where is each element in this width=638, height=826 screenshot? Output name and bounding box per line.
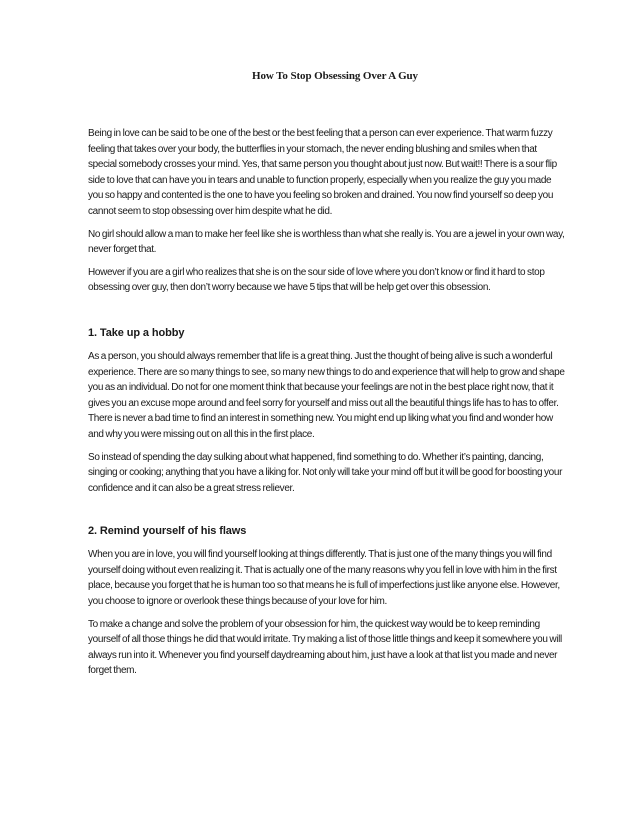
intro-paragraph-1: Being in love can be said to be one of the best or the best feeling that a person can ever experience. That warm fuzzy feeling that takes over your body, the butterflies in your stomach, the never ending blushing and smiles when that special somebody crosses your mind. Yes, that same person you thought about just now. But wait!! There is a sour flip side to love that can have you in tears and unable to function properly, especially when you realize the guy you made you so happy and contented is the one to have you feeling so broken and drained. You now find yourself so deep you cannot seem to stop obsessing over him despite what he did. <box>88 128 557 217</box>
section-heading-flaws: 2. Remind yourself of his flaws <box>88 525 247 538</box>
section-heading-hobby: 1. Take up a hobby <box>88 326 185 339</box>
section-2-paragraph-1: When you are in love, you will find yourself looking at things differently. That is just one of the many things you will find yourself doing without even realizing it. That is actually one of the many reasons why you fell in love with him in the first place, because you forget that he is human too so that means he is full of imperfections just like anyone else. However, you choose to ignore or overlook these things because of your love for him. <box>88 549 560 608</box>
section-1-paragraph-1: As a person, you should always remember that life is a great thing. Just the thought of being alive is such a wonderful experience. There are so many things to see, so many new things to do and experience that will help to grow and shape you as an individual. Do not for one moment think that because your feelings are not in the best place right now, that it gives you an excuse mope around and feel sorry for yourself and miss out all the beautiful things life has to has to offer. There is never a bad time to find an interest in something new. You might end up liking what you find and wonder how and why you were missing out on all this in the first place. <box>88 350 565 440</box>
document-page <box>88 70 566 686</box>
intro-paragraph-3: However if you are a girl who realizes that she is on the sour side of love where you don’t know or find it hard to stop obsessing over guy, then don’t worry because we have 5 tips that will be help get over this obsession. <box>88 266 545 294</box>
section-2-paragraph-2: To make a change and solve the problem of your obsession for him, the quickest way would be to keep reminding yourself of all those things he did that would irritate. Try making a list of those little things and keep it somewhere you will always run into it. Whenever you find yourself daydreaming about him, just have a look at that list you made and never forget them. <box>88 618 562 677</box>
section-1-paragraph-2: So instead of spending the day sulking about what happened, find something to do. Whether it’s painting, dancing, singing or cooking; anything that you have a liking for. Not only will take your mind off but it will be good for boosting your confidence and it can also be a great stress reliever. <box>88 451 563 494</box>
intro-paragraph-2: No girl should allow a man to make her feel like she is worthless than what she really is. You are a jewel in your own way, never forget that. <box>88 228 565 256</box>
document-title: How To Stop Obsessing Over A Guy <box>252 70 418 82</box>
